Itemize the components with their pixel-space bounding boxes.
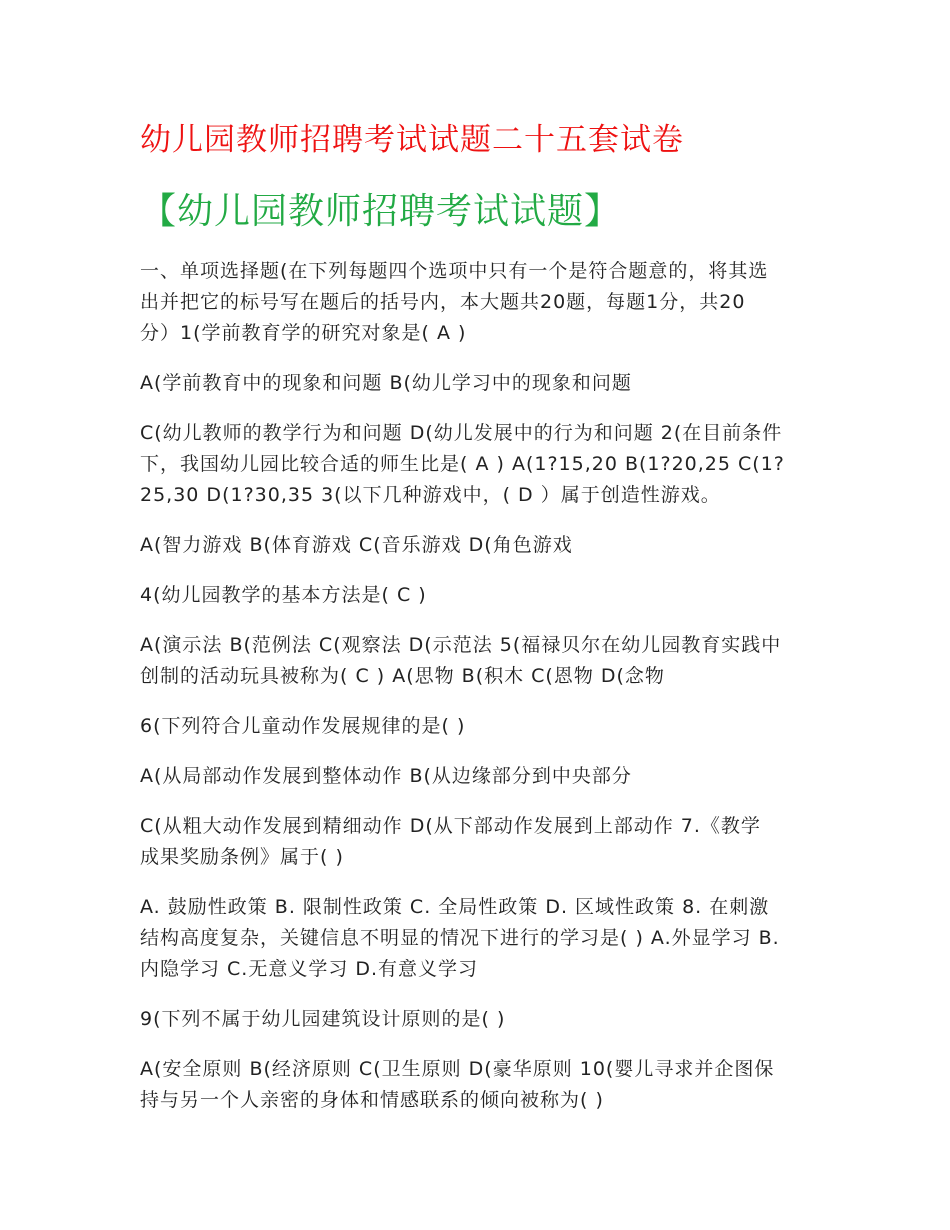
paragraph-line: 6(下列符合儿童动作发展规律的是( ) bbox=[140, 715, 466, 737]
paragraph bbox=[140, 1004, 816, 1035]
paragraph-line: 分）1(学前教育学的研究对象是( A ) bbox=[140, 322, 467, 344]
paragraph bbox=[140, 630, 816, 692]
paragraph bbox=[140, 418, 816, 511]
paragraph-line: 一、单项选择题(在下列每题四个选项中只有一个是符合题意的，将其选 bbox=[140, 260, 769, 282]
paragraph-line: A(从局部动作发展到整体动作 B(从边缘部分到中央部分 bbox=[140, 765, 632, 787]
paragraph bbox=[140, 256, 816, 349]
paragraph-line: A(安全原则 B(经济原则 C(卫生原则 D(豪华原则 10(婴儿寻求并企图保 bbox=[140, 1058, 775, 1080]
paragraph-line: 成果奖励条例》属于( ) bbox=[140, 846, 344, 868]
paragraph bbox=[140, 892, 816, 985]
paragraph bbox=[140, 368, 816, 399]
paragraph-line: 下，我国幼儿园比较合适的师生比是( A ) A(1?15,20 B(1?20,25 C(1? bbox=[140, 453, 785, 475]
paragraph-line: A(学前教育中的现象和问题 B(幼儿学习中的现象和问题 bbox=[140, 372, 632, 394]
paragraph bbox=[140, 711, 816, 742]
paragraph-line: 创制的活动玩具被称为( C ) A(思物 B(积木 C(恩物 D(念物 bbox=[140, 665, 665, 687]
paragraph-line: 出并把它的标号写在题后的括号内，本大题共20题，每题1分，共20 bbox=[140, 291, 746, 313]
paragraph-line: 25,30 D(1?30,35 3(以下几种游戏中，( D ）属于创造性游戏。 bbox=[140, 484, 721, 506]
document-subtitle: 【幼儿园教师招聘考试试题】 bbox=[140, 191, 622, 232]
paragraph bbox=[140, 530, 816, 561]
paragraph bbox=[140, 580, 816, 611]
paragraph-line: 9(下列不属于幼儿园建筑设计原则的是( ) bbox=[140, 1008, 506, 1030]
paragraph-line: 4(幼儿园教学的基本方法是( C ) bbox=[140, 584, 427, 606]
document-body bbox=[140, 256, 816, 1135]
paragraph-line: C(从粗大动作发展到精细动作 D(从下部动作发展到上部动作 7.《教学 bbox=[140, 815, 761, 837]
paragraph-line: 持与另一个人亲密的身体和情感联系的倾向被称为( ) bbox=[140, 1089, 604, 1111]
paragraph-line: A(演示法 B(范例法 C(观察法 D(示范法 5(福禄贝尔在幼儿园教育实践中 bbox=[140, 634, 782, 656]
paragraph bbox=[140, 811, 816, 873]
paragraph-line: A(智力游戏 B(体育游戏 C(音乐游戏 D(角色游戏 bbox=[140, 534, 573, 556]
paragraph-line: 内隐学习 C.无意义学习 D.有意义学习 bbox=[140, 958, 479, 980]
paragraph bbox=[140, 1054, 816, 1116]
paragraph bbox=[140, 761, 816, 792]
paragraph-line: C(幼儿教师的教学行为和问题 D(幼儿发展中的行为和问题 2(在目前条件 bbox=[140, 422, 783, 444]
paragraph-line: 结构高度复杂，关键信息不明显的情况下进行的学习是( ) A.外显学习 B. bbox=[140, 927, 780, 949]
document-title: 幼儿园教师招聘考试试题二十五套试卷 bbox=[140, 122, 684, 158]
paragraph-line: A. 鼓励性政策 B. 限制性政策 C. 全局性政策 D. 区域性政策 8. 在刺激 bbox=[140, 896, 770, 918]
